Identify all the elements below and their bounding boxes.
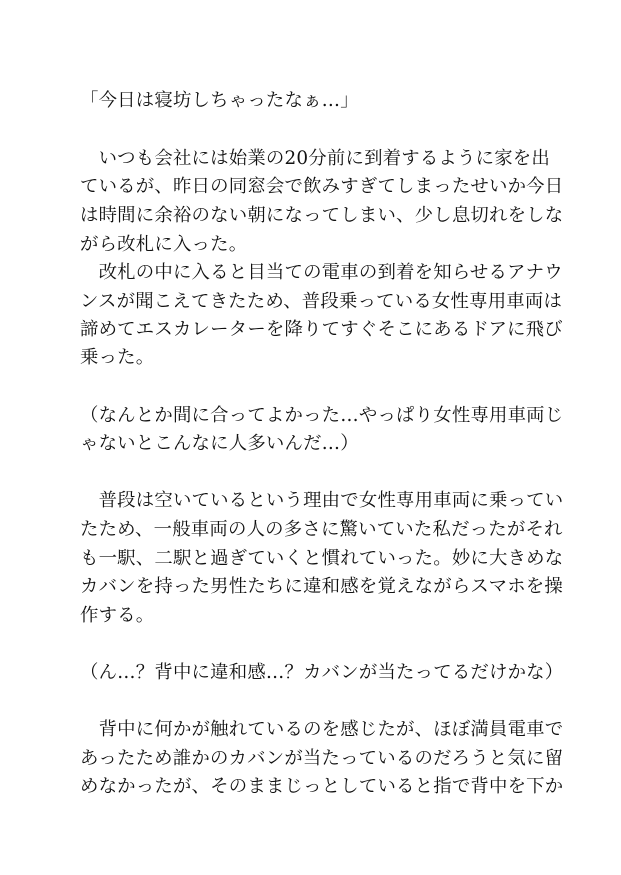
text-line: カバンを持った男性たちに違和感を覚えながらスマホを操 <box>80 576 563 597</box>
text-line: も一駅、二駅と過ぎていくと慣れていった。妙に大きめな <box>80 548 564 569</box>
text-line: （なんとか間に合ってよかった…やっぱり女性専用車両じ <box>80 405 564 426</box>
text-line: 改札の中に入ると目当ての電車の到着を知らせるアナウ <box>80 262 563 283</box>
text-line: 背中に何かが触れているのを感じたが、ほぼ満員電車で <box>80 719 564 740</box>
text-line: 普段は空いているという理由で女性専用車両に乗ってい <box>80 490 564 511</box>
text-line: 作する。 <box>80 605 155 626</box>
text-line: は時間に余裕のない朝になってしまい、少し息切れをしな <box>80 205 564 226</box>
text-line: ンスが聞こえてきたため、普段乗っている女性専用車両は <box>80 291 563 312</box>
text-line: たため、一般車両の人の多さに驚いていた私だったがそれ <box>80 519 563 540</box>
text-line: ゃないとこんなに人多いんだ…） <box>80 433 359 454</box>
text-line: （ん…？背中に違和感…？カバンが当たってるだけかな） <box>80 662 564 683</box>
text-line: ているが、昨日の同窓会で飲みすぎてしまったせいか今日 <box>80 176 564 197</box>
text-line: 「今日は寝坊しちゃったなぁ…」 <box>80 90 359 111</box>
text-line: 乗った。 <box>80 347 155 368</box>
text-line: 諦めてエスカレーターを降りてすぐそこにあるドアに飛び <box>80 319 563 340</box>
text-line: いつも会社には始業の20分前に到着するように家を出 <box>80 148 550 169</box>
text-line: めなかったが、そのままじっとしていると指で背中を下か <box>80 776 564 797</box>
text-line: あったため誰かのカバンが当たっているのだろうと気に留 <box>80 748 564 769</box>
text-line: がら改札に入った。 <box>80 234 248 255</box>
